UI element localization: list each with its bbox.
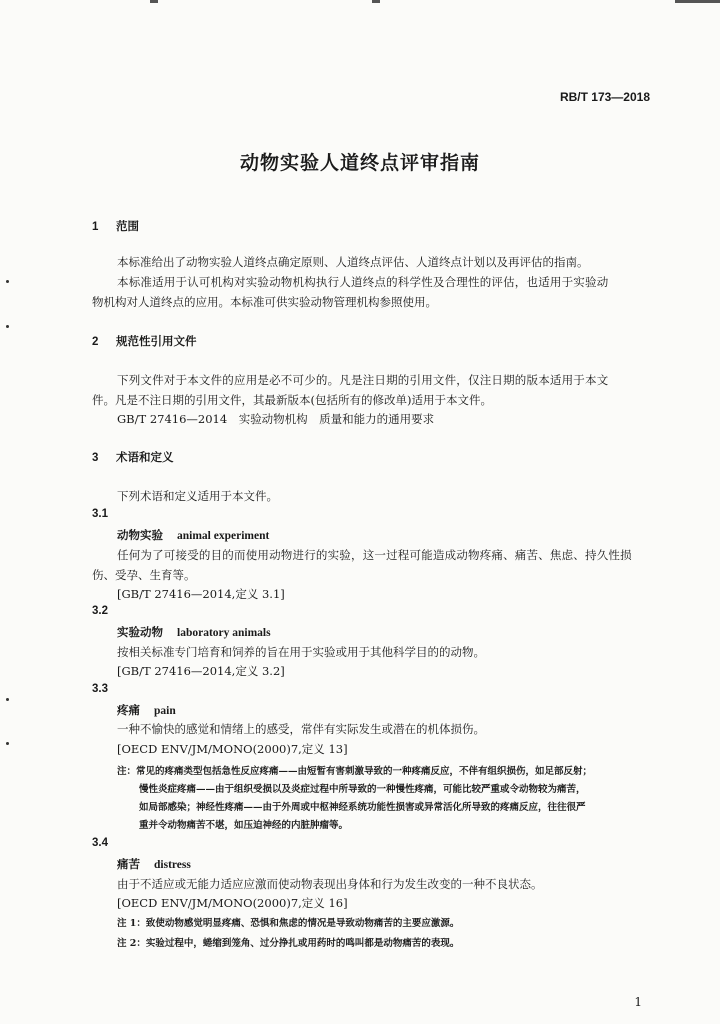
scan-mark <box>675 0 720 3</box>
term-note-line-2: 慢性炎症疼痛——由于组织受损以及炎症过程中所导致的一种慢性疼痛，可能比较严重或令动物较为痛苦， <box>139 784 586 795</box>
term-note-line-4: 重并令动物痛苦不堪，如压迫神经的内脏肿瘤等。 <box>139 820 349 831</box>
section-title: 术语和定义 <box>116 450 174 464</box>
term-zh: 实验动物 <box>117 625 163 639</box>
term-note-line-1: 注：常见的疼痛类型包括急性反应疼痛——由短暂有害刺激导致的一种疼痛反应，不伴有组织损伤，如足部反射； <box>117 766 593 777</box>
term-definition-line-2: 伤、受孕、生育等。 <box>92 568 196 582</box>
term-number: 3.3 <box>92 683 108 695</box>
term-source: [GB/T 27416—2014,定义 3.2] <box>117 664 285 678</box>
section-heading-terms <box>92 449 174 465</box>
reference-item: GB/T 27416—2014 实验动物机构 质量和能力的通用要求 <box>117 412 435 426</box>
term-definition-line-1: 一种不愉快的感觉和情绪上的感受，常伴有实际发生或潜在的机体损伤。 <box>117 722 485 736</box>
term-source: [GB/T 27416—2014,定义 3.1] <box>117 587 285 601</box>
term-en: laboratory animals <box>177 627 271 639</box>
section-title: 规范性引用文件 <box>116 334 197 348</box>
term-en: animal experiment <box>177 530 270 542</box>
term-zh: 动物实验 <box>117 528 163 542</box>
scan-dot <box>6 742 9 745</box>
term-number: 3.4 <box>92 837 108 849</box>
scope-paragraph-1: 本标准给出了动物实验人道终点确定原则、人道终点评估、人道终点计划以及再评估的指南。 <box>117 255 589 269</box>
term-entry <box>117 527 269 543</box>
references-paragraph-line-1: 下列文件对于本文件的应用是必不可少的。凡是注日期的引用文件，仅注日期的版本适用于本文 <box>117 373 609 387</box>
term-number: 3.2 <box>92 605 108 617</box>
term-en: distress <box>154 859 191 871</box>
term-entry <box>117 702 176 718</box>
section-heading-normative-references <box>92 333 197 349</box>
section-title: 范围 <box>116 219 139 233</box>
term-source: [OECD ENV/JM/MONO(2000)7,定义 16] <box>117 896 348 910</box>
scope-paragraph-2-line-2: 物机构对人道终点的应用。本标准可供实验动物管理机构参照使用。 <box>92 295 437 309</box>
scan-dot <box>6 698 9 701</box>
scope-paragraph-2-line-1: 本标准适用于认可机构对实验动物机构执行人道终点的科学性及合理性的评估，也适用于实验动 <box>117 275 609 289</box>
section-number: 2 <box>92 336 99 348</box>
term-note-1: 注 1：致使动物感觉明显疼痛、恐惧和焦虑的情况是导致动物痛苦的主要应激源。 <box>117 918 460 929</box>
term-en: pain <box>154 705 176 717</box>
term-definition-line-1: 按相关标准专门培育和饲养的旨在用于实验或用于其他科学目的的动物。 <box>117 645 485 659</box>
section-number: 1 <box>92 221 99 233</box>
page-number: 1 <box>634 995 642 1009</box>
references-paragraph-line-2: 件。凡是不注日期的引用文件，其最新版本(包括所有的修改单)适用于本文件。 <box>92 393 492 407</box>
term-entry <box>117 624 271 640</box>
term-zh: 疼痛 <box>117 703 140 717</box>
term-note-2: 注 2：实验过程中，蜷缩到笼角、过分挣扎或用药时的鸣叫都是动物痛苦的表现。 <box>117 938 460 949</box>
terms-intro: 下列术语和定义适用于本文件。 <box>117 489 278 503</box>
term-entry <box>117 856 191 872</box>
standard-code: RB/T 173—2018 <box>559 90 650 104</box>
term-definition-line-1: 由于不适应或无能力适应应激而使动物表现出身体和行为发生改变的一种不良状态。 <box>117 877 543 891</box>
term-zh: 痛苦 <box>117 857 140 871</box>
term-note-line-3: 如局部感染；神经性疼痛——由于外周或中枢神经系统功能性损害或异常活化所导致的疼痛反应，往往很严 <box>139 802 586 813</box>
scan-dot <box>6 280 9 283</box>
scan-mark <box>150 0 158 3</box>
term-number: 3.1 <box>92 508 108 520</box>
scan-mark <box>372 0 380 3</box>
term-source: [OECD ENV/JM/MONO(2000)7,定义 13] <box>117 742 348 756</box>
section-heading-scope <box>92 218 139 234</box>
section-number: 3 <box>92 452 99 464</box>
scan-dot <box>6 325 9 328</box>
document-title: 动物实验人道终点评审指南 <box>239 152 480 174</box>
term-definition-line-1: 任何为了可接受的目的而使用动物进行的实验，这一过程可能造成动物疼痛、痛苦、焦虑、持久性损 <box>117 548 632 562</box>
